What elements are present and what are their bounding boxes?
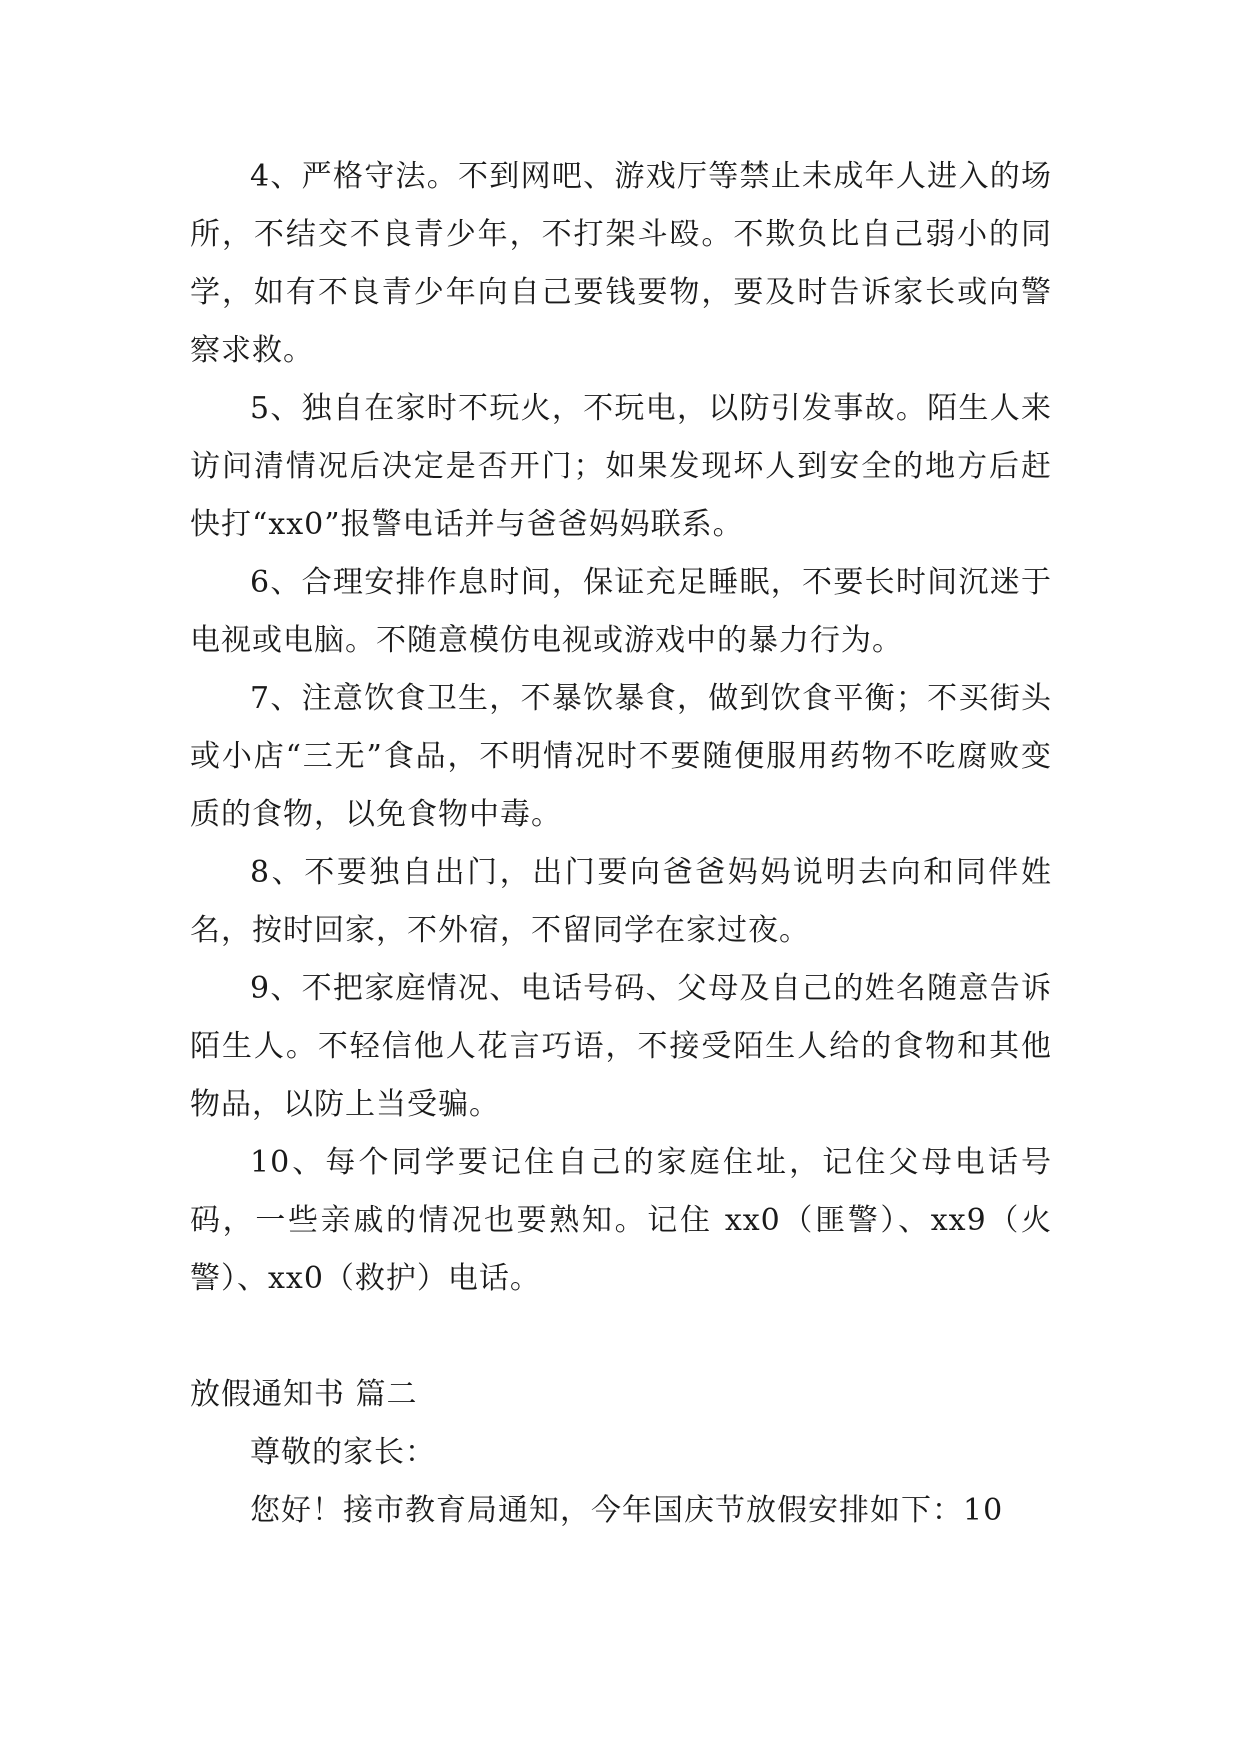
greeting: 尊敬的家长：: [250, 1435, 436, 1470]
list-item: 9、不把家庭情况、电话号码、父母及自己的姓名随意告诉陌生人。不轻信他人花言巧语，不接受陌生人给的食物和其他物品，以防上当受骗。: [190, 971, 1052, 1122]
list-item: 5、独自在家时不玩火，不玩电，以防引发事故。陌生人来访问清情况后决定是否开门；如果发现坏人到安全的地方后赶快打“xx0”报警电话并与爸爸妈妈联系。: [190, 391, 1052, 542]
opening-paragraph: 您好！接市教育局通知，今年国庆节放假安排如下：10: [250, 1493, 1004, 1528]
document-page: [190, 148, 1052, 1540]
list-item: 4、严格守法。不到网吧、游戏厅等禁止未成年人进入的场所，不结交不良青少年，不打架斗殴。不欺负比自己弱小的同学，如有不良青少年向自己要钱要物，要及时告诉家长或向警察求救。: [190, 159, 1052, 368]
list-item: 6、合理安排作息时间，保证充足睡眠，不要长时间沉迷于电视或电脑。不随意模仿电视或游戏中的暴力行为。: [190, 565, 1052, 658]
list-item: 7、注意饮食卫生，不暴饮暴食，做到饮食平衡；不买街头或小店“三无”食品，不明情况时不要随便服用药物不吃腐败变质的食物，以免食物中毒。: [190, 681, 1052, 832]
list-item: 8、不要独自出门，出门要向爸爸妈妈说明去向和同伴姓名，按时回家，不外宿，不留同学在家过夜。: [190, 855, 1052, 948]
section-title: 放假通知书 篇二: [190, 1377, 418, 1412]
list-item: 10、每个同学要记住自己的家庭住址，记住父母电话号码，一些亲戚的情况也要熟知。记住 xx0（匪警）、xx9（火警）、xx0（救护）电话。: [190, 1145, 1052, 1296]
